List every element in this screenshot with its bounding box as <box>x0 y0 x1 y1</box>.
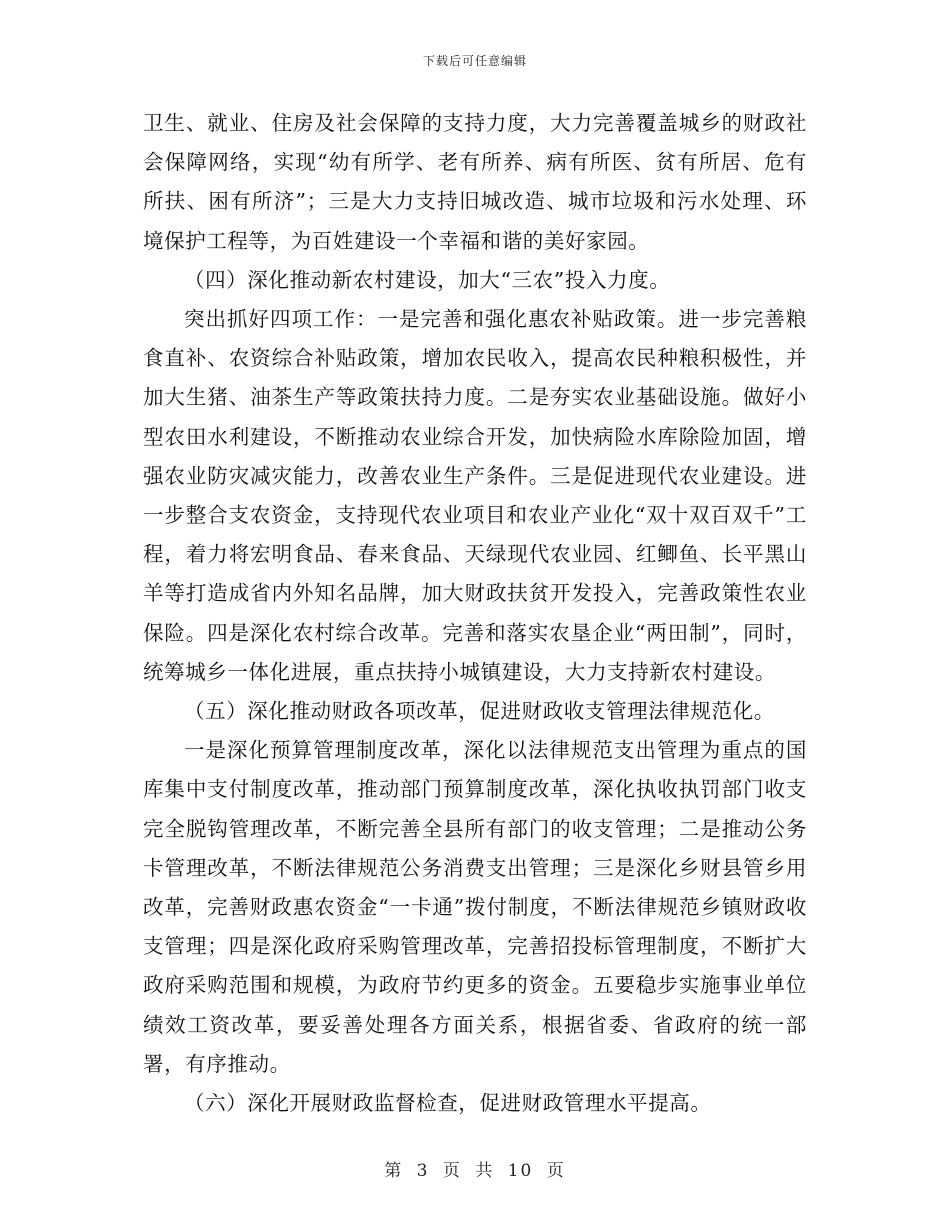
section-heading-4: （四）深化推动新农村建设，加大“三农”投入力度。 <box>184 267 671 292</box>
document-body <box>143 104 807 1123</box>
section-heading-6: （六）深化开展财政监督检查，促进财政管理水平提高。 <box>184 1091 712 1116</box>
page-header: 下载后可任意编辑 <box>422 54 527 68</box>
paragraph-agriculture: 突出抓好四项工作：一是完善和强化惠农补贴政策。进一步完善粮食直补、农资综合补贴政策，增加农民收入，提高农民种粮积极性，并加大生猪、油茶生产等政策扶持力度。二是夯实农业基础设施。做好小型农田水利建设，不断推动农业综合开发，加快病险水库除险加固，增强农业防灾减灾能力，改善农业生产条件。三是促进现代农业建设。进一步整合支农资金，支持现代农业项目和农业产业化“双十双百双千”工程，着力将宏明食品、春来食品、天绿现代农业园、红鲫鱼、长平黑山羊等打造成省内外知名品牌，加大财政扶贫开发投入，完善政策性农业保险。四是深化农村综合改革。完善和落实农垦企业“两田制”，同时，统筹城乡一体化进展，重点扶持小城镇建设，大力支持新农村建设。 <box>143 307 807 684</box>
page-number-footer: 第 3 页 共 10 页 <box>384 1161 566 1181</box>
paragraph-reform: 一是深化预算管理制度改革，深化以法律规范支出管理为重点的国库集中支付制度改革，推动部门预算制度改革，深化执收执罚部门收支完全脱钩管理改革，不断完善全县所有部门的收支管理；二是推动公务卡管理改革，不断法律规范公务消费支出管理；三是深化乡财县管乡用改革，完善财政惠农资金“一卡通”拨付制度，不断法律规范乡镇财政收支管理；四是深化政府采购管理改革，完善招投标管理制度，不断扩大政府采购范围和规模，为政府节约更多的资金。五要稳步实施事业单位绩效工资改革，要妥善处理各方面关系，根据省委、省政府的统一部署，有序推动。 <box>143 738 807 1076</box>
section-heading-5: （五）深化推动财政各项改革，促进财政收支管理法律规范化。 <box>184 699 775 724</box>
paragraph-continuation: 卫生、就业、住房及社会保障的支持力度，大力完善覆盖城乡的财政社会保障网络，实现“幼有所学、老有所养、病有所医、贫有所居、危有所扶、困有所济”；三是大力支持旧城改造、城市垃圾和污水处理、环境保护工程等，为百姓建设一个幸福和谐的美好家园。 <box>143 111 807 253</box>
